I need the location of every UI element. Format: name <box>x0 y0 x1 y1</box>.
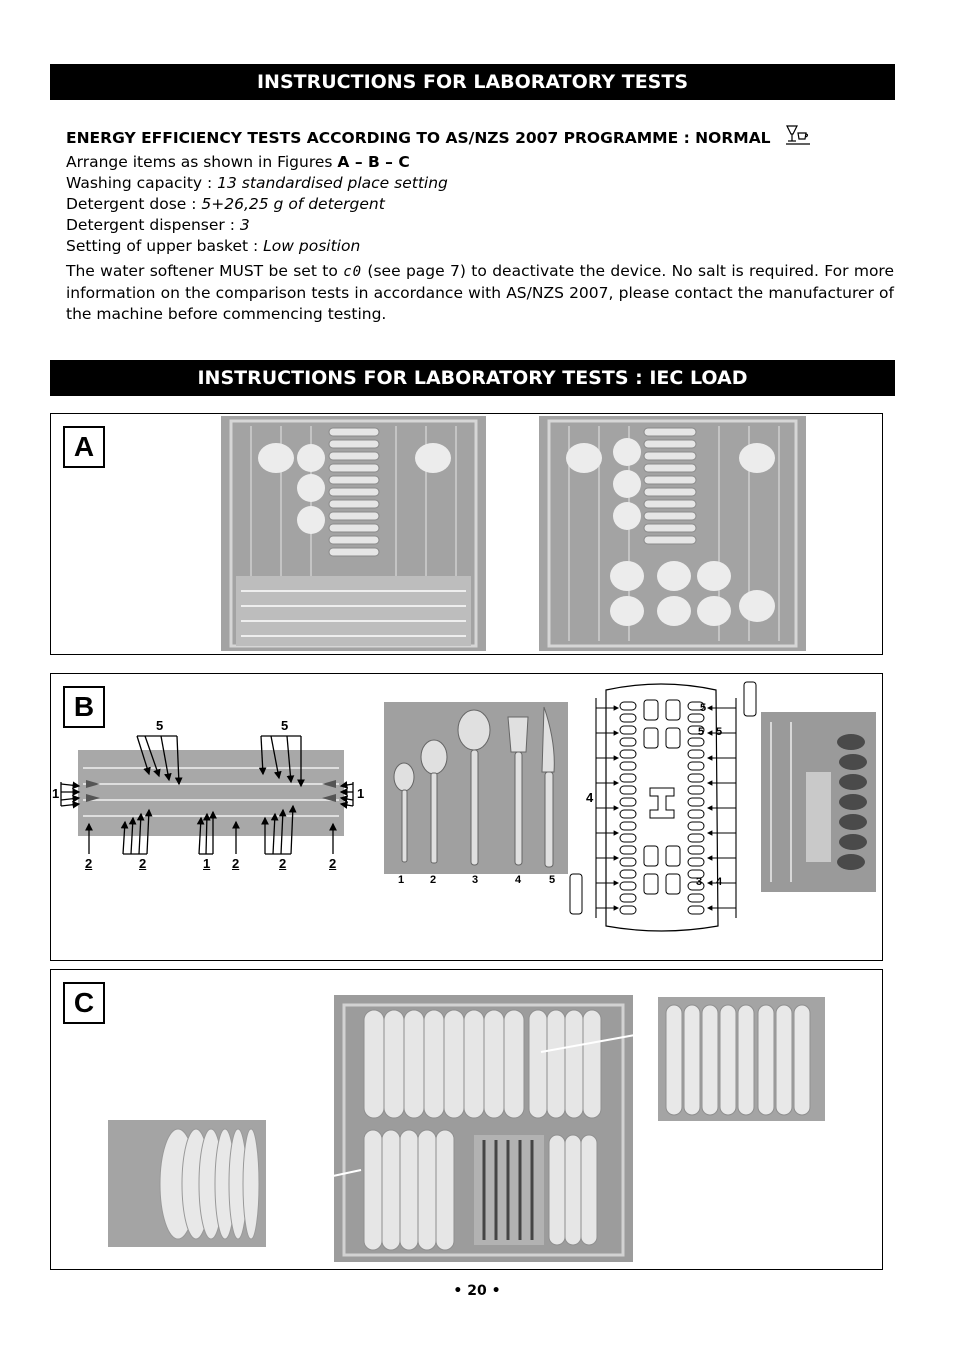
basket-line <box>66 236 894 257</box>
softener-suffix: (see page 7) to deactivate the device. No salt is required. For more information on the comparison tests in accordance with AS/NZS 2007, please contact the manufacturer of the machine before commencing testing. <box>66 262 895 323</box>
cutlery-tray-diagram <box>51 714 371 874</box>
page-number: • 20 • <box>453 1283 501 1299</box>
figure-c-letter: C <box>63 982 105 1024</box>
figure-b-letter: B <box>63 686 105 728</box>
heading-text: ENERGY EFFICIENCY TESTS ACCORDING TO AS/NZS 2007 PROGRAMME : NORMAL <box>66 128 771 147</box>
tray-label-top-left: 5 <box>156 718 164 733</box>
capacity-label: Washing capacity : <box>66 174 218 192</box>
arrange-figures: A – B – C <box>337 153 410 171</box>
figure-b-panel <box>50 673 883 961</box>
energy-test-instructions <box>66 124 894 325</box>
dispenser-line <box>66 215 894 236</box>
energy-test-heading <box>66 124 894 152</box>
tray-label-bottom: 1 <box>203 856 211 871</box>
softener-paragraph <box>66 261 894 325</box>
dispenser-label: Detergent dispenser : <box>66 216 240 234</box>
section-title-laboratory-tests <box>50 64 895 100</box>
section-title-text: INSTRUCTIONS FOR LABORATORY TESTS : IEC LOAD <box>197 367 748 389</box>
basket-label-bottom: 3 <box>696 876 703 888</box>
softener-code: c0 <box>343 264 363 280</box>
dose-value: 5+26,25 g of detergent <box>201 195 385 213</box>
upper-basket-photo-right <box>539 416 806 651</box>
section-title-iec-load <box>50 360 895 396</box>
figure-c-panel <box>50 969 883 1270</box>
capacity-line <box>66 173 894 194</box>
cutlery-label: 4 <box>515 874 522 886</box>
tray-label-bottom: 2 <box>85 856 93 871</box>
cutlery-label: 5 <box>549 874 556 886</box>
basket-label-top: 5 <box>698 726 705 738</box>
glass-cup-programme-icon <box>785 124 811 152</box>
capacity-value: 13 standardised place setting <box>217 174 448 192</box>
tray-label-top-right: 5 <box>281 718 289 733</box>
softener-prefix: The water softener MUST be set to <box>66 262 338 280</box>
cutlery-items-photo <box>384 702 568 874</box>
cutlery-basket-side-photo <box>761 712 876 892</box>
figure-a-letter: A <box>63 426 105 468</box>
cutlery-label: 1 <box>398 874 405 886</box>
basket-label-top: 5 <box>700 702 707 714</box>
tray-label-bottom: 2 <box>279 856 287 871</box>
basket-label: Setting of upper basket : <box>66 237 264 255</box>
cutlery-label: 3 <box>472 874 479 886</box>
arrange-line <box>66 152 894 173</box>
cutlery-label: 2 <box>430 874 437 886</box>
basket-label-top: 5 <box>716 726 723 738</box>
dose-line <box>66 194 894 215</box>
basket-value: Low position <box>263 237 361 255</box>
dose-label: Detergent dose : <box>66 195 202 213</box>
cutlery-basket-schematic <box>566 678 766 938</box>
tray-label-bottom: 2 <box>232 856 240 871</box>
tray-label-left: 1 <box>52 786 60 801</box>
upper-basket-photo-left <box>221 416 486 651</box>
arrange-text: Arrange items as shown in Figures <box>66 153 338 171</box>
basket-label-left: 4 <box>586 790 594 805</box>
plates-closeup-photo-right <box>658 997 825 1121</box>
section-title-text: INSTRUCTIONS FOR LABORATORY TESTS <box>256 71 689 93</box>
figure-a-panel <box>50 413 883 655</box>
dispenser-value: 3 <box>239 216 250 234</box>
tray-label-right: 1 <box>357 786 365 801</box>
tray-label-bottom: 2 <box>329 856 337 871</box>
basket-label-bottom: 4 <box>716 876 723 888</box>
tray-label-bottom: 2 <box>139 856 147 871</box>
